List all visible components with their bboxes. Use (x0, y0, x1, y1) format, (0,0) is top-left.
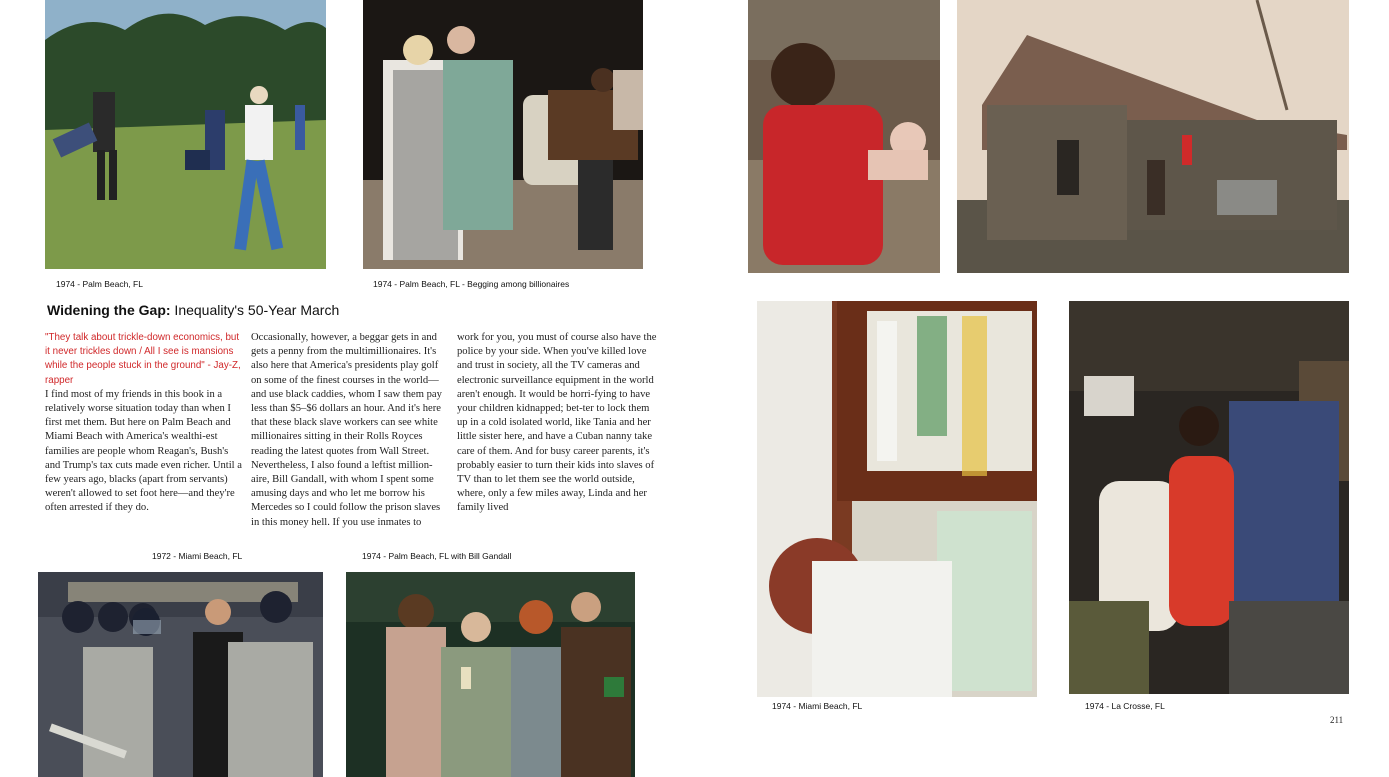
caption-golf: 1974 - Palm Beach, FL (56, 279, 143, 289)
caption-party: 1974 - Palm Beach, FL with Bill Gandall (362, 551, 512, 561)
photo-police-line (38, 572, 323, 777)
column-1-body: I find most of my friends in this book in a relatively worse situation today than when I first met them. But here on Palm Beach and Miami Beach with America's wealthi-est families are people whom Reagan's, Bush's and Trump's tax cuts made even richer. Until a few years ago, blacks (apart from servants) weren't allowed to set foot here—and they're often arrested if they do. (45, 388, 242, 514)
caption-police: 1972 - Miami Beach, FL (152, 551, 243, 561)
article-headline (47, 302, 339, 318)
photo-wooden-shack (957, 0, 1349, 273)
caption-closet: 1974 - Miami Beach, FL (772, 701, 863, 711)
headline-bold: Widening the Gap: (47, 302, 171, 318)
caption-beggar: 1974 - Palm Beach, FL - Begging among billionaires (373, 279, 570, 289)
column-2-body: Occasionally, however, a beggar gets in and gets a penny from the multimillionaires. It's also here that America's presidents play golf on some of the finest courses in the world—and use black caddies, whom I saw them pay less than $5–$6 dollars an hour. And it's here that these black slave workers can see white millionaires sitting in their Rolls Royces reading the latest quotes from Wall Street. (251, 332, 442, 457)
text-column-1 (45, 331, 245, 516)
column-3-body: work for you, you must of course also have the police by your side. When you've killed love and trust in society, all the TV cameras and electronic surveillance equipment in the world aren't enough. It would be horri-fying to have your children kidnapped; bet-ter to lock them up in a cold isolated world, like Tania and her little sister here, and have a Cuban nanny take care of them. And for busy career parents, it's probably easier to turn their kids into slaves of TV than to let them see the world outside, where, only a few miles away, Linda and her family lived (457, 332, 657, 514)
photo-girl-closet (757, 301, 1037, 697)
photo-golf-caddies (45, 0, 326, 269)
text-column-3 (457, 331, 657, 516)
photo-party-bill-gandall (346, 572, 635, 777)
text-column-2 (251, 331, 451, 530)
photo-beggar-billionaires (363, 0, 643, 269)
photo-girl-with-doll (748, 0, 940, 273)
epigraph-quote: "They talk about trickle-down economics, but it never trickles down / All I see is mansions while the people stuck in the ground" - Jay-Z, rapper (45, 332, 241, 386)
column-2-body-continued: Nevertheless, I also found a leftist million-aire, Bill Gandall, with whom I spent some amusing days and who let me borrow his Mercedes so I could follow the prison slaves in this money hell. If you use inmates to (251, 459, 441, 528)
photo-girl-la-crosse (1069, 301, 1349, 694)
page-number: 211 (1330, 715, 1344, 725)
caption-la-crosse: 1974 - La Crosse, FL (1085, 701, 1165, 711)
headline-rest: Inequality's 50-Year March (170, 302, 340, 318)
